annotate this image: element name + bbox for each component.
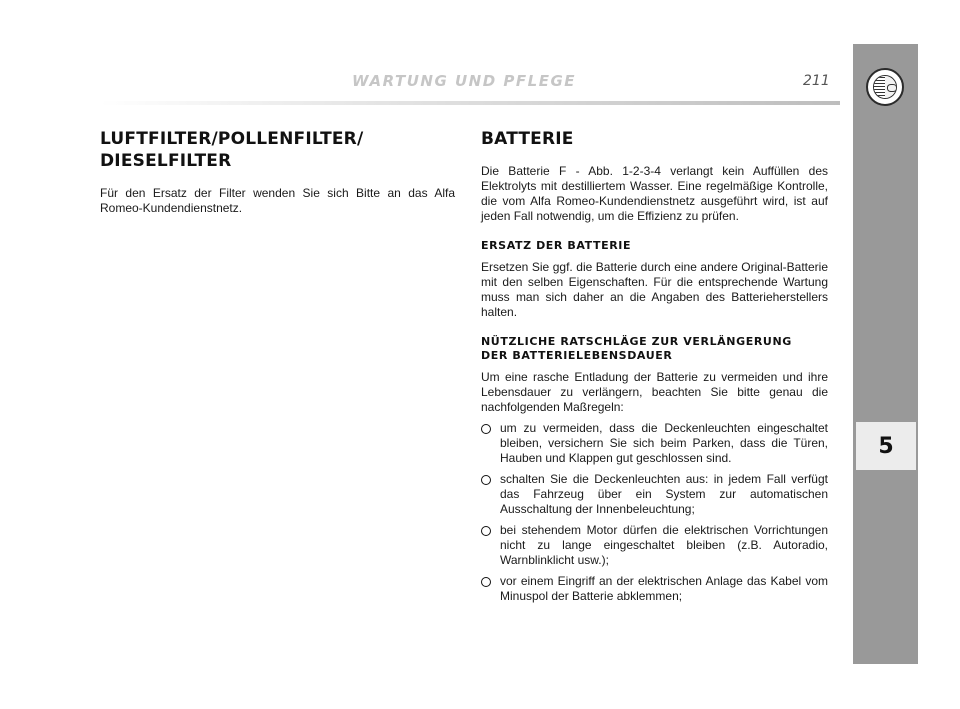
bullet-circle-icon	[481, 526, 491, 536]
subheading-line: DER BATTERIELEBENSDAUER	[481, 349, 673, 362]
tips-list	[481, 421, 828, 604]
logo-serpent-half	[885, 76, 896, 98]
section-heading-battery: BATTERIE	[481, 129, 574, 149]
filter-paragraph: Für den Ersatz der Filter wenden Sie sich Bitte an das Alfa Romeo-Kundendienstnetz.	[100, 186, 455, 215]
subheading-replace-battery: ERSATZ DER BATTERIE	[481, 239, 632, 252]
list-item-text: schalten Sie die Deckenleuchten aus: in jedem Fall verfügt das Fahrzeug über ein System zur automatischen Ausschaltung der Innenbeleuchtung;	[500, 472, 828, 516]
logo-cross-half	[874, 76, 885, 98]
list-item	[481, 472, 828, 517]
list-item-text: um zu vermeiden, dass die Deckenleuchten eingeschaltet bleiben, versichern Sie sich beim Parken, dass die Türen, Hauben und Klappen gut geschlossen sind.	[500, 421, 828, 465]
chapter-tab[interactable]: 5	[856, 422, 916, 470]
alfa-romeo-logo-icon	[866, 68, 904, 106]
list-item-text: bei stehendem Motor dürfen die elektrischen Vorrichtungen nicht zu lange eingeschaltet bleiben (z.B. Autoradio, Warnblinklicht usw.);	[500, 523, 828, 567]
list-item	[481, 574, 828, 604]
page-header-title: WARTUNG UND PFLEGE	[352, 72, 577, 90]
page-number: 211	[803, 73, 830, 89]
battery-intro-paragraph: Die Batterie F - Abb. 1-2-3-4 verlangt kein Auffüllen des Elektrolyts mit destilliertem Wasser. Eine regelmäßige Kontrolle, die vom Alfa Romeo-Kundendienstnetz ausgeführt wird, ist auf jeden Fall notwendig, um die Effizienz zu prüfen.	[481, 164, 828, 223]
list-item	[481, 523, 828, 568]
heading-line: LUFTFILTER/POLLENFILTER/	[100, 129, 364, 149]
header-divider	[100, 101, 840, 105]
chapter-sidebar	[853, 44, 918, 664]
section-heading-filter	[100, 128, 455, 172]
bullet-circle-icon	[481, 475, 491, 485]
replace-battery-paragraph: Ersetzen Sie ggf. die Batterie durch eine andere Original-Batterie mit den selben Eigenschaften. Für die entsprechende Wartung muss man sich daher an die Angaben des Batterieherstellers halten.	[481, 260, 828, 319]
left-column	[100, 128, 455, 216]
list-item	[481, 421, 828, 466]
heading-line: DIESELFILTER	[100, 151, 232, 171]
subheading-battery-tips	[481, 335, 828, 363]
list-item-text: vor einem Eingriff an der elektrischen Anlage das Kabel vom Minuspol der Batterie abklemmen;	[500, 574, 828, 603]
right-column	[481, 128, 828, 610]
bullet-circle-icon	[481, 424, 491, 434]
bullet-circle-icon	[481, 577, 491, 587]
tips-intro-paragraph: Um eine rasche Entladung der Batterie zu vermeiden und ihre Lebensdauer zu verlängern, beachten Sie bitte genau die nachfolgenden Maßregeln:	[481, 370, 828, 414]
logo-emblem	[873, 75, 897, 99]
subheading-line: NÜTZLICHE RATSCHLÄGE ZUR VERLÄNGERUNG	[481, 335, 792, 348]
